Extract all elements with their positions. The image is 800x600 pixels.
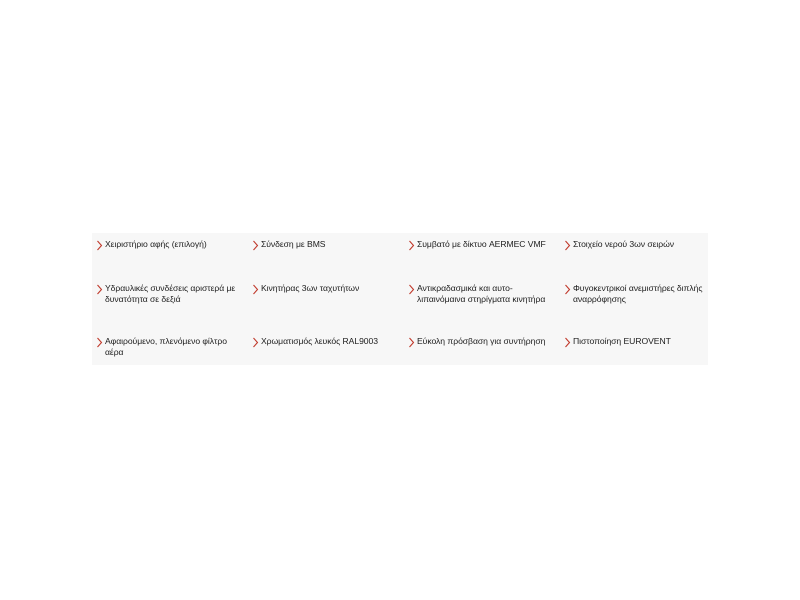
chevron-right-icon [96, 337, 104, 349]
feature-item-maintenance [408, 336, 564, 366]
feature-item-centrifugal-fans [564, 283, 716, 336]
feature-label: Αντικραδασμικά και αυτο-λιπαινόμαινα στηρίγματα κινητήρα [417, 283, 546, 304]
chevron-right-icon [564, 284, 572, 296]
feature-item-touch-controller [96, 239, 252, 283]
feature-label: Σύνδεση με BMS [261, 239, 326, 249]
feature-label: Χρωματισμός λευκός RAL9003 [261, 336, 378, 346]
feature-label: Χειριστήριο αφής (επιλογή) [105, 239, 207, 249]
feature-item-hydraulic-connections [96, 283, 252, 336]
feature-label: Στοιχείο νερού 3ων σειρών [573, 239, 675, 249]
feature-label: Κινητήρας 3ων ταχυτήτων [261, 283, 360, 293]
feature-label: Φυγοκεντρικοί ανεμιστήρες διπλής αναρρόφησης [573, 283, 703, 304]
feature-item-aermec-vmf [408, 239, 564, 283]
feature-item-motor [252, 283, 408, 336]
feature-item-anti-vibration [408, 283, 564, 336]
feature-label: Πιστοποίηση EUROVENT [573, 336, 671, 346]
chevron-right-icon [96, 240, 104, 252]
feature-label: Συμβατό με δίκτυο AERMEC VMF [417, 239, 546, 249]
chevron-right-icon [408, 337, 416, 349]
feature-label: Υδραυλικές συνδέσεις αριστερά με δυνατότητα σε δεξιά [105, 283, 236, 304]
chevron-right-icon [252, 337, 260, 349]
chevron-right-icon [96, 284, 104, 296]
chevron-right-icon [564, 337, 572, 349]
feature-item-bms [252, 239, 408, 283]
feature-label: Εύκολη πρόσβαση για συντήρηση [417, 336, 546, 346]
chevron-right-icon [252, 284, 260, 296]
chevron-right-icon [408, 284, 416, 296]
chevron-right-icon [564, 240, 572, 252]
feature-item-water-coil [564, 239, 716, 283]
feature-item-air-filter [96, 336, 252, 366]
features-grid [96, 239, 716, 366]
chevron-right-icon [408, 240, 416, 252]
feature-item-eurovent [564, 336, 716, 366]
feature-label: Αφαιρούμενο, πλενόμενο φίλτρο αέρα [105, 336, 227, 357]
chevron-right-icon [252, 240, 260, 252]
feature-item-ral-color [252, 336, 408, 366]
